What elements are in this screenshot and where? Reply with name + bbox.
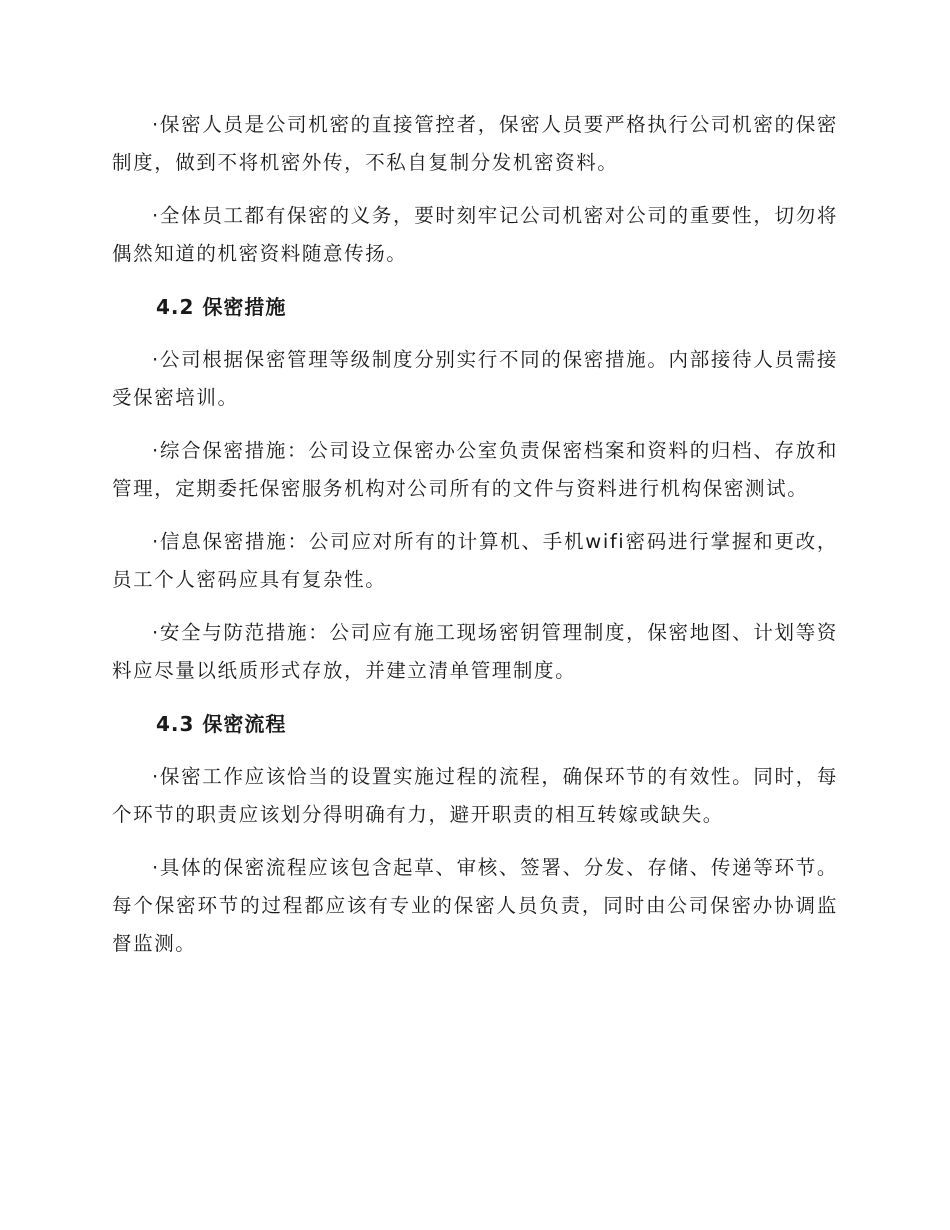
paragraph-security-measures: ·安全与防范措施：公司应有施工现场密钥管理制度，保密地图、计划等资料应尽量以纸质形式存放，并建立清单管理制度。 (112, 621, 838, 682)
paragraph-comprehensive-measures: ·综合保密措施：公司设立保密办公室负责保密档案和资料的归档、存放和管理，定期委托保密服务机构对公司所有的文件与资料进行机构保密测试。 (112, 439, 838, 500)
paragraph-process-steps: ·具体的保密流程应该包含起草、审核、签署、分发、存储、传递等环节。每个保密环节的过程都应该有专业的保密人员负责，同时由公司保密办协调监督监测。 (112, 856, 838, 955)
paragraph-confidential-staff: ·保密人员是公司机密的直接管控者，保密人员要严格执行公司机密的保密制度，做到不将机密外传，不私自复制分发机密资料。 (112, 113, 838, 174)
section-heading-measures: 4.2 保密措施 (156, 295, 287, 319)
paragraph-process-flow: ·保密工作应该恰当的设置实施过程的流程，确保环节的有效性。同时，每个环节的职责应该划分得明确有力，避开职责的相互转嫁或缺失。 (112, 765, 838, 826)
section-heading-process: 4.3 保密流程 (156, 712, 287, 736)
paragraph-all-employees: ·全体员工都有保密的义务，要时刻牢记公司机密对公司的重要性，切勿将偶然知道的机密资料随意传扬。 (112, 204, 838, 265)
paragraph-measures-levels: ·公司根据保密管理等级制度分别实行不同的保密措施。内部接待人员需接受保密培训。 (112, 348, 838, 409)
paragraph-information-measures: ·信息保密措施：公司应对所有的计算机、手机wifi密码进行掌握和更改，员工个人密码应具有复杂性。 (112, 530, 838, 591)
